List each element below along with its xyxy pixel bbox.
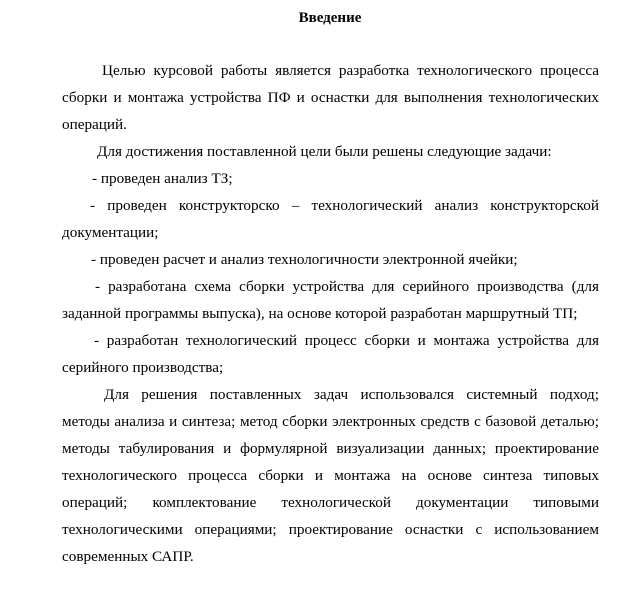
task-list-item: - проведен анализ ТЗ; [92, 170, 233, 187]
tasks-lead-paragraph: Для достижения поставленной цели были решены следующие задачи: [97, 143, 552, 160]
task-list-item: - проведен конструкторско – технологический анализ конструкторской документации; [62, 197, 599, 241]
methods-paragraph: Для решения поставленных задач использовался системный подход; методы анализа и синтеза; метод сборки электронных средств с базовой деталью; методы табулирования и формулярной визуализации данных; проектирование технологического процесса сборки и монтажа на основе синтеза типовых операций; комплектование технологической документации типовыми технологическими операциями; проектирование оснастки с использованием современных САПР. [62, 386, 599, 565]
task-list-item: - разработана схема сборки устройства для серийного производства (для заданной программы выпуска), на основе которой разработан маршрутный ТП; [62, 278, 599, 322]
intro-paragraph: Целью курсовой работы является разработка технологического процесса сборки и монтажа устройства ПФ и оснастки для выполнения технологических операций. [62, 62, 599, 133]
document-body [62, 57, 599, 570]
section-title: Введение [298, 10, 362, 26]
task-list-item: - разработан технологический процесс сборки и монтажа устройства для серийного производства; [62, 332, 599, 376]
task-list-item: - проведен расчет и анализ технологичности электронной ячейки; [91, 251, 518, 268]
